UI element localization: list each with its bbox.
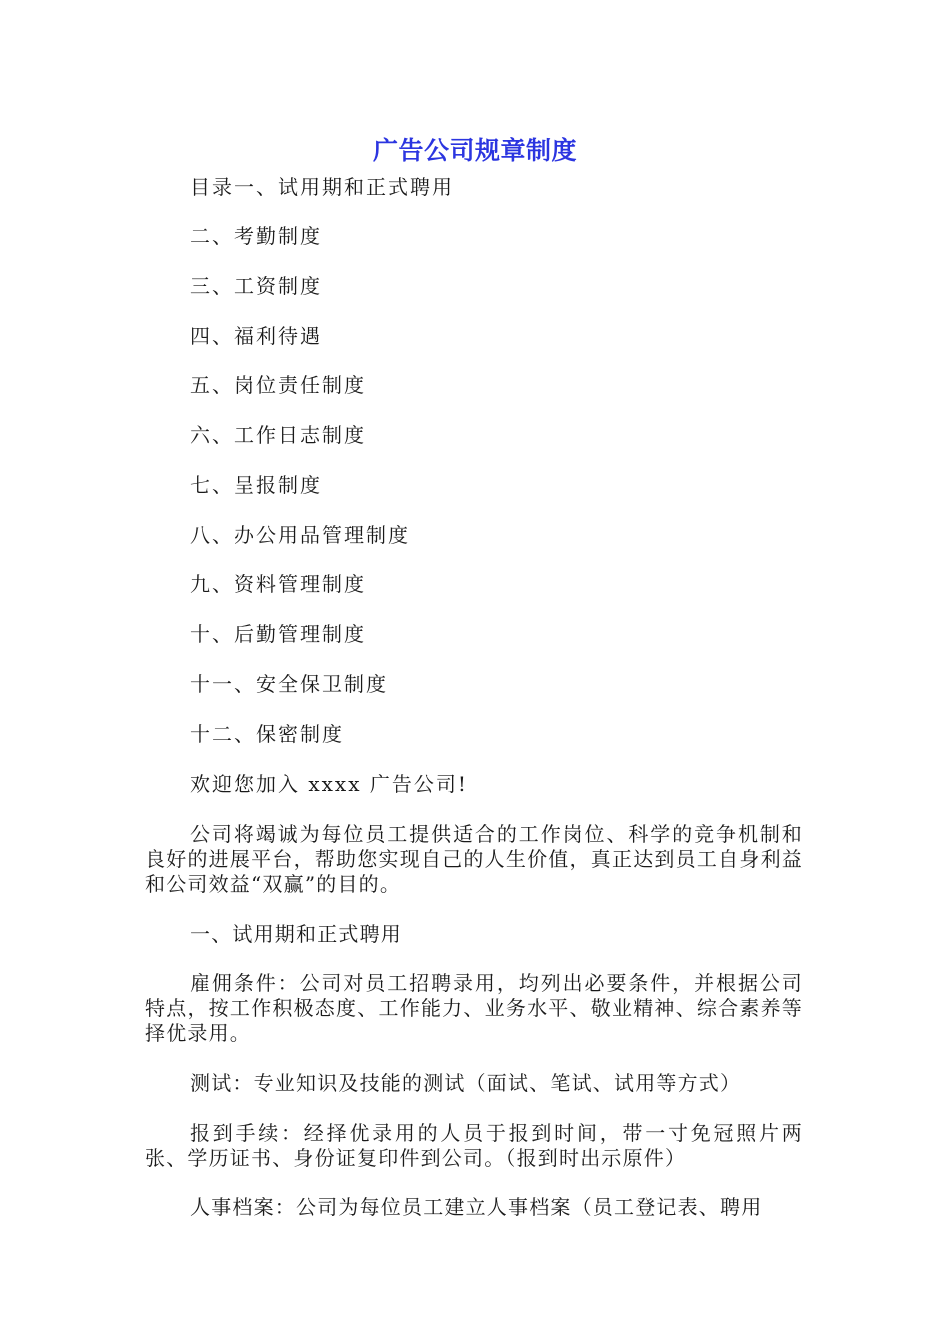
- body-paragraph: 测试：专业知识及技能的测试（面试、笔试、试用等方式）: [190, 1071, 742, 1095]
- toc-item: 十二、保密制度: [190, 722, 344, 746]
- toc-item: 十一、安全保卫制度: [190, 672, 388, 696]
- section-heading: 一、试用期和正式聘用: [190, 922, 402, 946]
- body-paragraph: 报到手续：经择优录用的人员于报到时间，带一寸免冠照片两张、学历证书、身份证复印件到公司。（报到时出示原件）: [145, 1121, 803, 1170]
- body-paragraph: 雇佣条件：公司对员工招聘录用，均列出必要条件，并根据公司特点，按工作积极态度、工作能力、业务水平、敬业精神、综合素养等择优录用。: [145, 971, 803, 1045]
- toc-item: 八、办公用品管理制度: [190, 523, 410, 547]
- toc-item: 七、呈报制度: [190, 473, 322, 497]
- toc-item: 目录一、试用期和正式聘用: [190, 175, 454, 199]
- toc-item: 六、工作日志制度: [190, 423, 366, 447]
- document-title: 广告公司规章制度: [372, 136, 577, 165]
- toc-item: 九、资料管理制度: [190, 572, 366, 596]
- body-paragraph: 人事档案：公司为每位员工建立人事档案（员工登记表、聘用: [190, 1195, 763, 1219]
- toc-item: 五、岗位责任制度: [190, 373, 366, 397]
- toc-item: 二、考勤制度: [190, 224, 322, 248]
- toc-item: 四、福利待遇: [190, 324, 322, 348]
- toc-item: 三、工资制度: [190, 274, 322, 298]
- toc-item: 十、后勤管理制度: [190, 622, 366, 646]
- intro-paragraph: 公司将竭诚为每位员工提供适合的工作岗位、科学的竞争机制和良好的进展平台，帮助您实现自己的人生价值，真正达到员工自身利益和公司效益“双赢”的目的。: [145, 822, 803, 896]
- welcome-line: 欢迎您加入 xxxx 广告公司!: [190, 772, 468, 796]
